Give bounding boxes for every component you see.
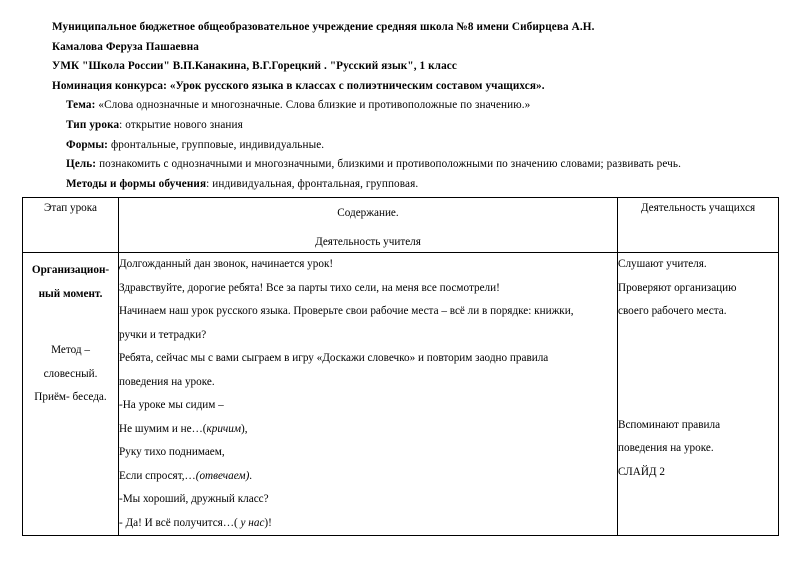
student-line-4: Вспоминают правила: [618, 418, 721, 431]
student-line-3: своего рабочего места.: [618, 305, 727, 317]
stage-name-line1: Организацион-: [31, 264, 110, 276]
content-line-12-italic: у нас: [240, 516, 265, 529]
field-tip-uroka-value: : открытие нового знания: [119, 118, 243, 131]
content-line-11: -Мы хороший, дружный класс?: [119, 493, 269, 505]
field-tema: [52, 96, 778, 116]
column-header-students-text: Деятельность учащихся: [640, 202, 756, 214]
column-header-students: [618, 198, 779, 253]
field-tema-label: Тема:: [66, 99, 96, 112]
content-line-3: Начинаем наш урок русского языка. Проверьте свои рабочие места – всё ли в порядке: книжки,: [119, 305, 574, 317]
stage-name-line2: ный момент.: [38, 287, 103, 300]
table-header-row: [23, 198, 779, 253]
content-line-10-italic: (отвечаем): [195, 469, 250, 482]
content-line-8-italic: кричим: [206, 422, 241, 435]
school-name-line: Муниципальное бюджетное общеобразовательное учреждение средняя школа №8 имени Сибирцева А.Н.: [52, 21, 595, 33]
field-cel-label: Цель:: [66, 158, 97, 171]
stage-method-block: [25, 339, 116, 410]
column-header-content-subtext: Деятельность учителя: [315, 236, 421, 248]
table-header: [23, 198, 779, 253]
field-metody-formy: [52, 175, 778, 195]
umk-line: УМК "Школа России" В.П.Канакина, В.Г.Горецкий . "Русский язык", 1 класс: [52, 60, 457, 73]
content-line-10-tail: .: [249, 469, 253, 482]
student-spacer: [618, 324, 778, 414]
field-cel-value: познакомить с однозначными и многозначными, близкими и противоположными по значению словами; развивать речь.: [99, 158, 682, 171]
content-line-9: Руку тихо поднимаем,: [119, 446, 225, 458]
content-line-5: Ребята, сейчас мы с вами сыграем в игру «Доскажи словечко» и повторим заодно правила: [119, 352, 549, 364]
field-tema-value: «Слова однозначные и многозначные. Слова близкие и противоположные по значению.»: [98, 99, 531, 112]
cell-student-activity: [618, 253, 779, 536]
content-line-10: [119, 465, 617, 489]
content-line-10-head: Если спросят,…: [119, 469, 196, 482]
field-formy-label: Формы:: [66, 138, 109, 151]
content-line-12-head: - Да! И всё получится…(: [119, 516, 241, 529]
student-line-5: поведения на уроке.: [618, 442, 714, 454]
content-line-8-tail: ),: [241, 422, 248, 435]
nomination-line: Номинация конкурса: «Урок русского языка в классах с полиэтническим составом учащихся».: [52, 79, 545, 92]
content-line-8-head: Не шумим и не…(: [119, 422, 207, 435]
student-line-1: Слушают учителя.: [618, 258, 707, 270]
field-tip-uroka-label: Тип урока: [66, 118, 120, 131]
field-formy-value: фронтальные, групповые, индивидуальные.: [110, 138, 325, 151]
column-header-stage: [23, 198, 119, 253]
student-line-6: СЛАЙД 2: [618, 465, 665, 478]
field-metody-formy-value: : индивидуальная, фронтальная, групповая.: [206, 177, 419, 190]
field-cel: [52, 155, 778, 175]
stage-method-line1: Метод –: [51, 344, 90, 356]
column-header-content-text: Содержание.: [337, 207, 399, 219]
field-tip-uroka: [52, 116, 778, 136]
content-line-2: Здравствуйте, дорогие ребята! Все за парты тихо сели, на меня все посмотрели!: [119, 281, 500, 294]
column-header-content: [119, 198, 618, 253]
cell-teacher-content: [119, 253, 618, 536]
content-line-4: ручки и тетрадки?: [119, 328, 207, 341]
stage-method-line3: Приём- беседа.: [34, 391, 107, 403]
field-metody-formy-label: Методы и формы обучения: [66, 177, 207, 190]
cell-stage: [23, 253, 119, 536]
table-body: [23, 253, 779, 536]
content-line-12: [119, 512, 617, 536]
field-formy: [52, 136, 778, 156]
student-line-2: Проверяют организацию: [618, 281, 737, 294]
content-line-8: [119, 418, 617, 442]
content-line-6: поведения на уроке.: [119, 375, 215, 388]
author-name-line: Камалова Феруза Пашаевна: [52, 40, 200, 53]
stage-method-line2: словесный.: [43, 367, 98, 380]
lesson-plan-table: [22, 197, 779, 536]
content-line-1: Долгожданный дан звонок, начинается урок!: [119, 258, 334, 270]
table-row: [23, 253, 779, 536]
content-line-7: -На уроке мы сидим –: [119, 399, 224, 411]
column-header-stage-text: Этап урока: [43, 202, 98, 214]
document-header: [22, 18, 778, 194]
content-line-12-tail: )!: [264, 516, 272, 529]
